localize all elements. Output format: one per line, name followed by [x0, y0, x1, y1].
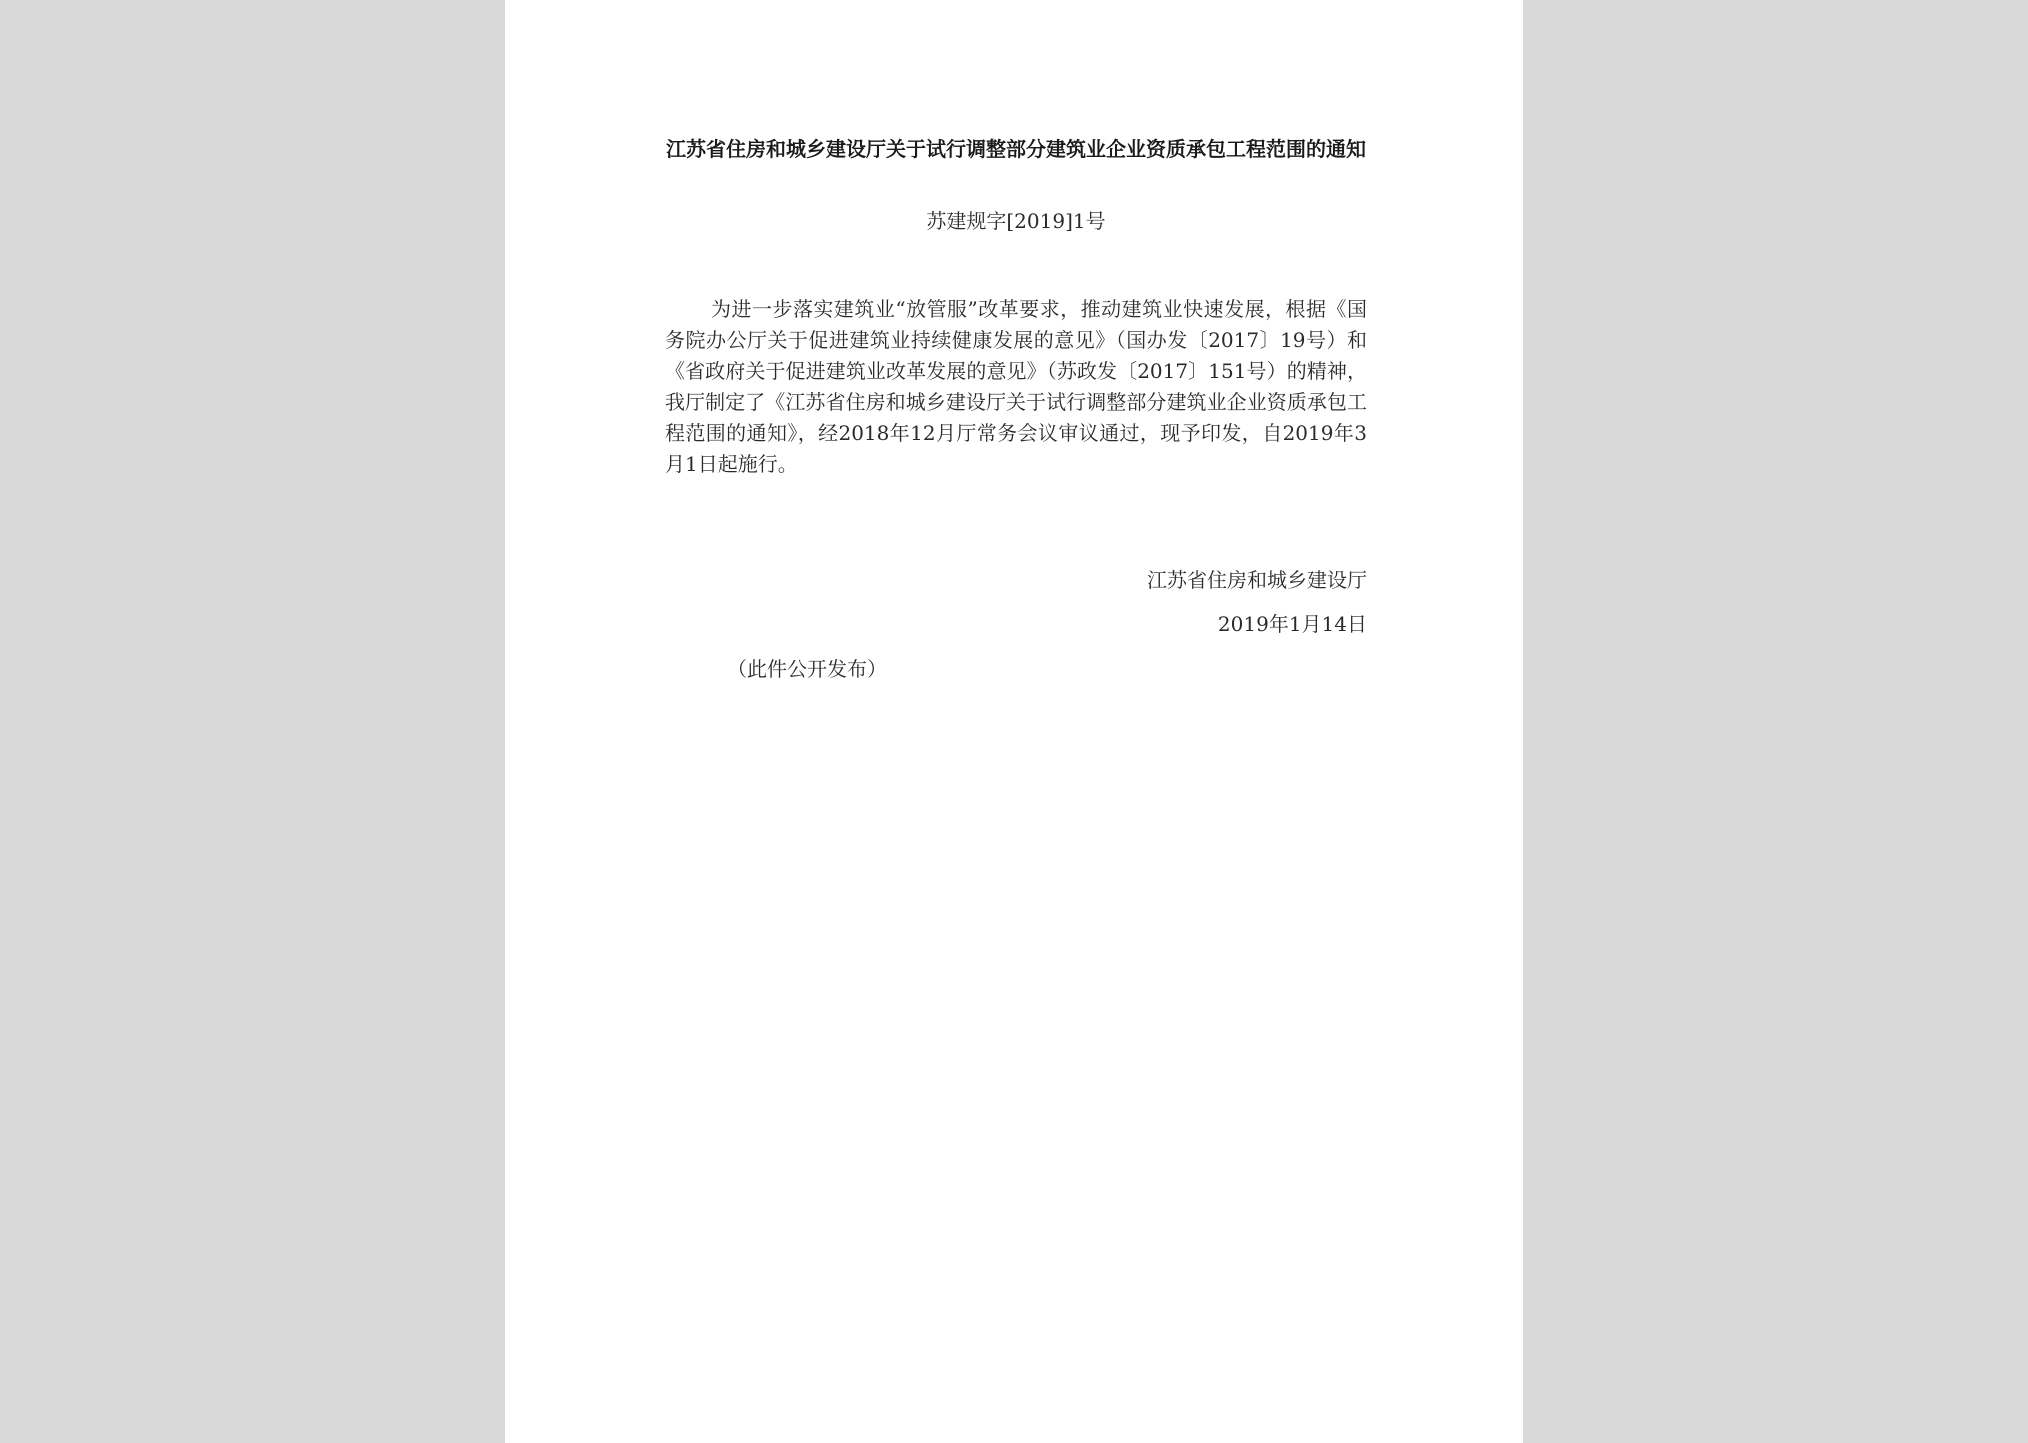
- document-title: 江苏省住房和城乡建设厅关于试行调整部分建筑业企业资质承包工程范围的通知: [666, 137, 1366, 161]
- publish-note: （此件公开发布）: [727, 657, 887, 681]
- document-body: 为进一步落实建筑业“放管服”改革要求，推动建筑业快速发展，根据《国务院办公厅关于促进建筑业持续健康发展的意见》（国办发〔2017〕19号）和《省政府关于促进建筑业改革发展的意见》（苏政发〔2017〕151号）的精神，我厅制定了《江苏省住房和城乡建设厅关于试行调整部分建筑业企业资质承包工程范围的通知》，经2018年12月厅常务会议审议通过，现予印发，自2019年3月1日起施行。: [665, 297, 1367, 476]
- document-page: [505, 0, 1523, 1443]
- document-number: 苏建规字[2019]1号: [926, 209, 1106, 233]
- issue-date: 2019年1月14日: [1217, 612, 1367, 636]
- issuer-signature: 江苏省住房和城乡建设厅: [1147, 568, 1367, 592]
